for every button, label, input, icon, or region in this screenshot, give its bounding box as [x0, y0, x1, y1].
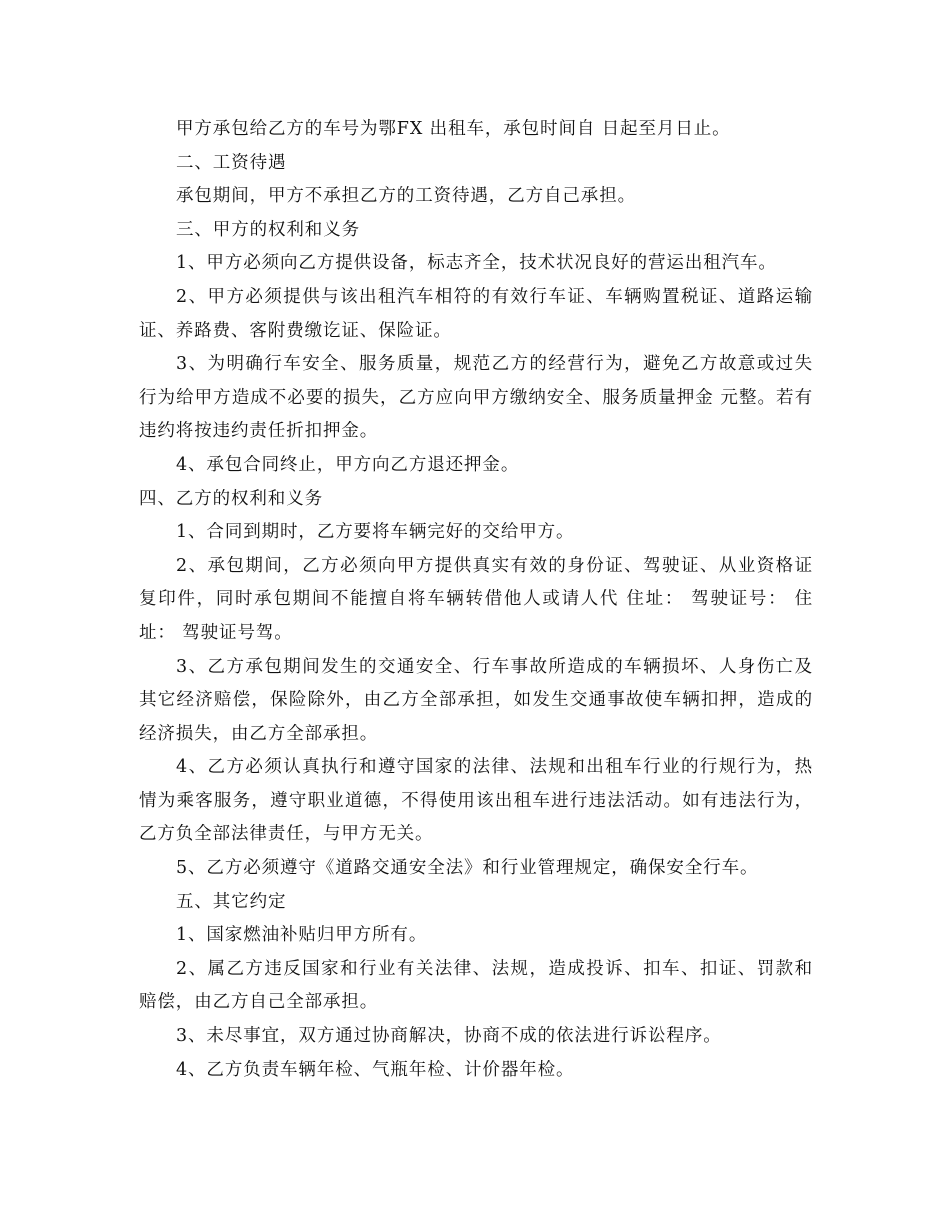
- party-b-clause-5: 5、乙方必须遵守《道路交通安全法》和行业管理规定，确保安全行车。: [176, 858, 759, 879]
- party-b-clause-4: 4、乙方必须认真执行和遵守国家的法律、法规和出租车行业的行规行为，热情为乘客服务，遵守职业道德，不得使用该出租车进行违法活动。如有违法行为，乙方负全部法律责任，与甲方无关。: [139, 757, 813, 845]
- party-b-clause-1: 1、合同到期时，乙方要将车辆完好的交给甲方。: [176, 522, 575, 543]
- party-a-clause-3: 3、为明确行车安全、服务质量，规范乙方的经营行为，避免乙方故意或过失行为给甲方造成不必要的损失，乙方应向甲方缴纳安全、服务质量押金 元整。若有违约将按违约责任折扣押金。: [139, 354, 813, 442]
- party-b-clause-3: 3、乙方承包期间发生的交通安全、行车事故所造成的车辆损坏、人身伤亡及其它经济赔偿，保险除外，由乙方全部承担，如发生交通事故使车辆扣押，造成的经济损失，由乙方全部承担。: [139, 656, 813, 744]
- other-clause-4: 4、乙方负责车辆年检、气瓶年检、计价器年检。: [176, 1059, 575, 1080]
- other-clause-1: 1、国家燃油补贴归甲方所有。: [176, 925, 428, 946]
- section-heading-salary: 二、工资待遇: [176, 152, 287, 173]
- document-body: [139, 113, 813, 1087]
- other-clause-3: 3、未尽事宜，双方通过协商解决，协商不成的依法进行诉讼程序。: [176, 1026, 722, 1047]
- section-heading-other-terms: 五、其它约定: [176, 891, 287, 912]
- salary-paragraph: 承包期间，甲方不承担乙方的工资待遇，乙方自己承担。: [176, 186, 636, 207]
- party-a-clause-2: 2、甲方必须提供与该出租汽车相符的有效行车证、车辆购置税证、道路运输证、养路费、客附费缴讫证、保险证。: [139, 286, 813, 341]
- contract-term-paragraph: 甲方承包给乙方的车号为鄂FX 出租车，承包时间自 日起至月日止。: [176, 119, 731, 139]
- party-b-clause-2: 2、承包期间，乙方必须向甲方提供真实有效的身份证、驾驶证、从业资格证复印件，同时承包期间不能擅自将车辆转借他人或请人代 住址： 驾驶证号： 住址： 驾驶证号驾。: [139, 555, 813, 643]
- section-heading-party-a-rights: 三、甲方的权利和义务: [176, 219, 360, 240]
- other-clause-2: 2、属乙方违反国家和行业有关法律、法规，造成投诉、扣车、扣证、罚款和赔偿，由乙方自己全部承担。: [139, 958, 813, 1013]
- party-a-clause-4: 4、承包合同终止，甲方向乙方退还押金。: [176, 454, 520, 475]
- section-heading-party-b-rights: 四、乙方的权利和义务: [139, 488, 323, 509]
- party-a-clause-1: 1、甲方必须向乙方提供设备，标志齐全，技术状况良好的营运出租汽车。: [176, 253, 777, 274]
